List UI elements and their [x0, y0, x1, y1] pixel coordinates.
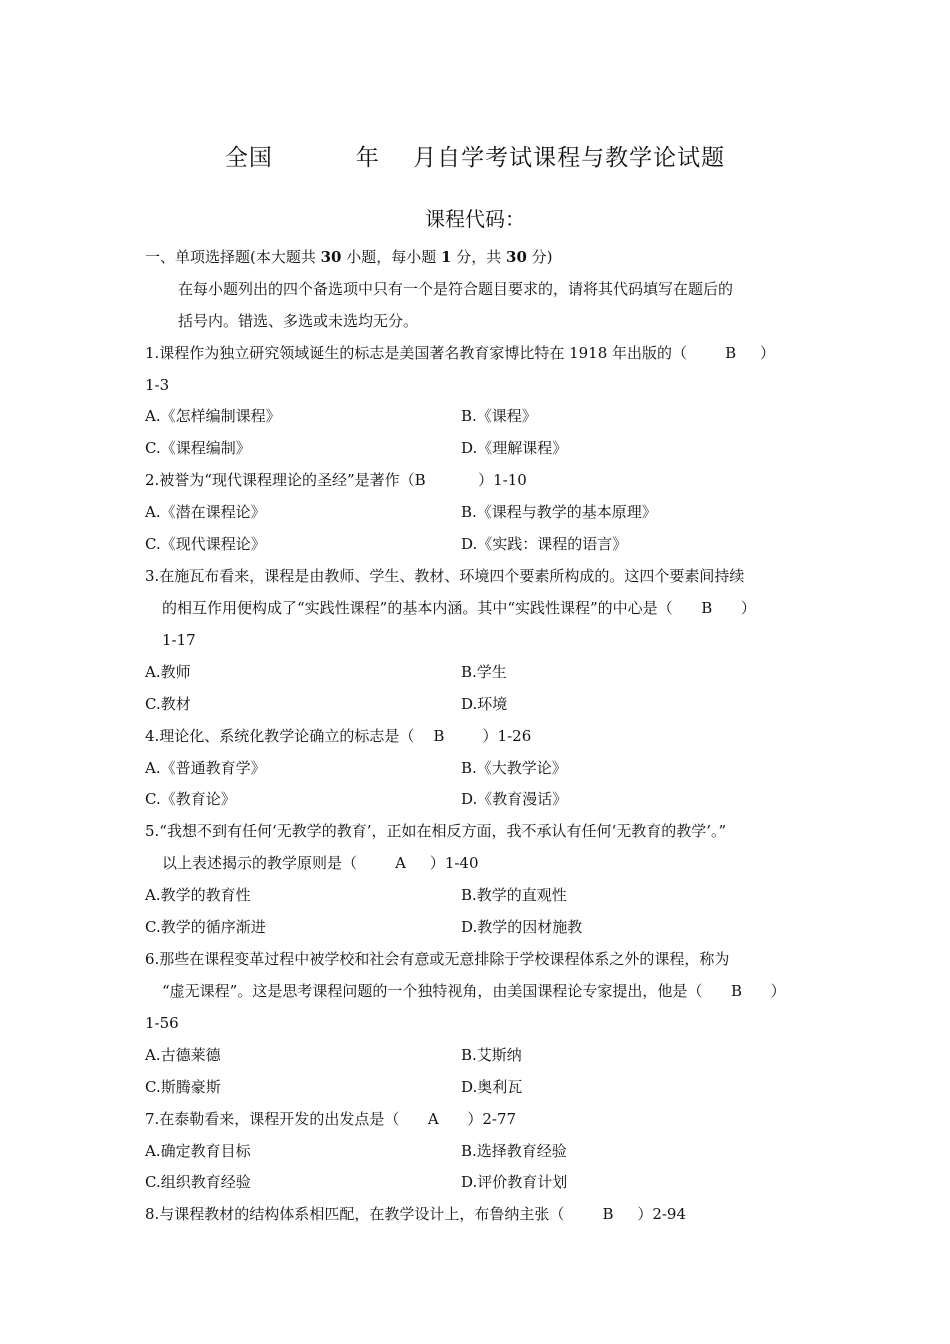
- q2-option-c: C.《现代课程论》: [145, 535, 266, 553]
- question-4-text: 4.理论化、系统化教学论确立的标志是（ B ）1-26: [145, 727, 532, 745]
- section-heading: [145, 247, 553, 267]
- q3-option-a: A.教师: [145, 663, 191, 681]
- q7-option-b: B.选择教育经验: [461, 1142, 567, 1160]
- q5-option-a: A.教学的教育性: [145, 886, 251, 904]
- q5-option-b: B.教学的直观性: [461, 886, 567, 904]
- instructions-line-1: 在每小题列出的四个备选项中只有一个是符合题目要求的，请将其代码填写在题后的: [178, 280, 734, 298]
- q3-option-b: B.学生: [461, 663, 507, 681]
- points-each: 1: [441, 248, 452, 266]
- question-5-text: 5.“我想不到有任何‘无教学的教育’，正如在相反方面，我不承认有任何‘无教育的教学’。”: [145, 822, 727, 840]
- q7-option-d: D.评价教育计划: [461, 1173, 568, 1191]
- question-6-text: 6.那些在课程变革过程中被学校和社会有意或无意排除于学校课程体系之外的课程，称为: [145, 950, 730, 968]
- question-3-text: 3.在施瓦布看来，课程是由教师、学生、教材、环境四个要素所构成的。这四个要素间持续: [145, 567, 745, 585]
- instructions-line-2: 括号内。错选、多选或未选均无分。: [178, 312, 419, 330]
- q4-option-b: B.《大教学论》: [461, 759, 567, 777]
- question-6-ref: 1-56: [145, 1014, 179, 1032]
- section-heading-text: 分，共: [451, 248, 507, 266]
- q1-option-a: A.《怎样编制课程》: [145, 407, 281, 425]
- question-count: 30: [320, 248, 342, 266]
- q6-option-c: C.斯腾豪斯: [145, 1078, 221, 1096]
- question-3-ref: 1-17: [162, 631, 196, 649]
- q2-option-b: B.《课程与教学的基本原理》: [461, 503, 657, 521]
- q5-option-d: D.教学的因材施教: [461, 918, 583, 936]
- q6-option-d: D.奥利瓦: [461, 1078, 523, 1096]
- question-6-text-cont: “虚无课程”。这是思考课程问题的一个独特视角，由美国课程论专家提出，他是（ B ）: [162, 982, 786, 1000]
- q1-option-b: B.《课程》: [461, 407, 537, 425]
- q2-option-d: D.《实践：课程的语言》: [461, 535, 628, 553]
- q6-option-b: B.艾斯纳: [461, 1046, 522, 1064]
- question-8-text: 8.与课程教材的结构体系相匹配，在教学设计上，布鲁纳主张（ B ）2-94: [145, 1205, 687, 1223]
- q1-option-d: D.《理解课程》: [461, 439, 568, 457]
- section-heading-text: 小题，每小题: [341, 248, 442, 266]
- q6-option-a: A.古德莱德: [145, 1046, 221, 1064]
- q4-option-a: A.《普通教育学》: [145, 759, 266, 777]
- exam-title: 全国 年 月自学考试课程与教学论试题: [224, 145, 726, 171]
- q4-option-c: C.《教育论》: [145, 790, 236, 808]
- q7-option-a: A.确定教育目标: [145, 1142, 251, 1160]
- question-2-text: 2.被誉为“现代课程理论的圣经”是著作（B ）1-10: [145, 471, 527, 489]
- q3-option-d: D.环境: [461, 695, 508, 713]
- q4-option-d: D.《教育漫话》: [461, 790, 568, 808]
- section-heading-text: 分): [526, 248, 553, 266]
- q7-option-c: C.组织教育经验: [145, 1173, 251, 1191]
- q5-option-c: C.教学的循序渐进: [145, 918, 266, 936]
- section-heading-text: 一、单项选择题(本大题共: [145, 248, 321, 266]
- question-1-text: 1.课程作为独立研究领域诞生的标志是美国著名教育家博比特在 1918 年出版的（ B ）: [145, 344, 776, 362]
- question-3-text-cont: 的相互作用便构成了“实践性课程”的基本内涵。其中“实践性课程”的中心是（ B ）: [162, 599, 756, 617]
- question-1-ref: 1-3: [145, 376, 170, 394]
- q3-option-c: C.教材: [145, 695, 191, 713]
- course-code-label: 课程代码：: [425, 207, 525, 231]
- total-points: 30: [506, 248, 527, 266]
- q1-option-c: C.《课程编制》: [145, 439, 251, 457]
- q2-option-a: A.《潜在课程论》: [145, 503, 266, 521]
- question-5-text-cont: 以上表述揭示的教学原则是（ A ）1-40: [162, 854, 479, 872]
- question-7-text: 7.在泰勒看来，课程开发的出发点是（ A ）2-77: [145, 1110, 517, 1128]
